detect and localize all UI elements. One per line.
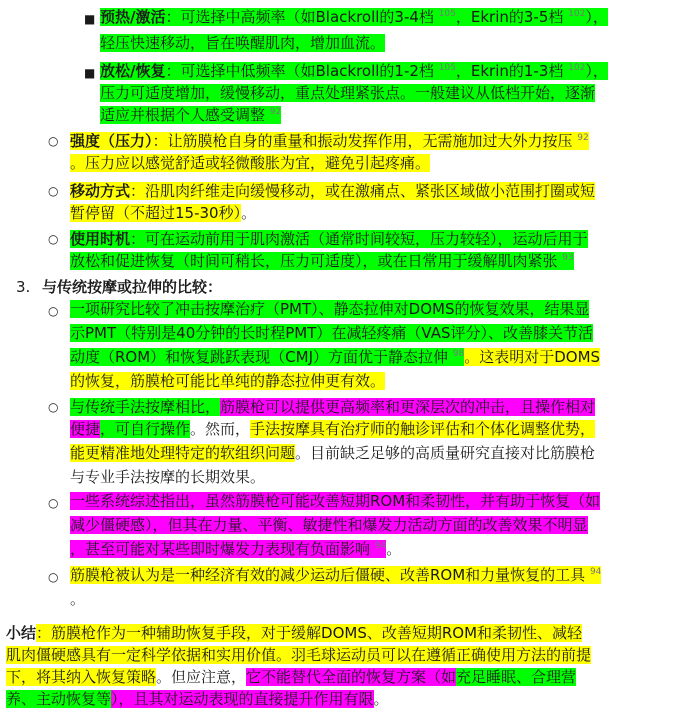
review-line-3: ，甚至可能对某些即时爆发力表现有负面影响 $^{94}$。: [70, 540, 402, 558]
citation: 105: [438, 9, 456, 19]
summary-line-2: 肌肉僵硬感具有一定科学依据和实用价值。羽毛球运动员可以在遵循正确使用方法的前提: [6, 646, 592, 664]
relax-line-2: 压力可适度增加，缓慢移动，重点处理紧张点。一般建议从低档开始，逐渐: [100, 84, 596, 102]
circle-bullet-icon: ○: [48, 400, 59, 414]
manual-line-4: 与专业手法按摩的长期效果。: [70, 468, 266, 486]
citation: 92: [269, 107, 282, 117]
manual-line-3: 能更精准地处理特定的软组织问题。目前缺乏足够的高质量研究直接对比筋膜枪: [70, 444, 596, 462]
square-bullet-icon: ■: [84, 66, 96, 80]
section-number: 3.: [16, 278, 31, 296]
movement-label: 移动方式: [70, 182, 131, 200]
circle-bullet-icon: ○: [48, 496, 59, 510]
section-heading: 与传统按摩或拉伸的比较：: [42, 278, 223, 296]
citation: 105: [438, 63, 456, 73]
timing-label: 使用时机: [70, 230, 131, 248]
circle-bullet-icon: ○: [48, 184, 59, 198]
review-line-1: 一些系统综述指出，虽然筋膜枪可能改善短期ROM和柔韧性，并有助于恢复（如: [70, 492, 601, 510]
summary-line-1: 小结：筋膜枪作为一种辅助恢复手段，对于缓解DOMS、改善短期ROM和柔韧性、减轻: [6, 624, 583, 642]
relax-line-3: 适应并根据个人感受调整 $^{92}$: [100, 106, 282, 124]
citation: 94: [374, 541, 387, 551]
timing-line-1: 使用时机：可在运动前用于肌肉激活（通常时间较短，压力较轻），运动后用于: [70, 230, 588, 248]
relax-label: 放松/恢复: [100, 62, 166, 80]
pmt-line-2: 示PMT（特别是40分钟的长时程PMT）在减轻疼痛（VAS评分）、改善膝关节活: [70, 324, 593, 342]
circle-bullet-icon: ○: [48, 232, 59, 246]
pmt-line-1: 一项研究比较了冲击按摩治疗（PMT）、静态拉伸对DOMS的恢复效果，结果显: [70, 300, 590, 318]
econ-line-1: 筋膜枪被认为是一种经济有效的减少运动后僵硬、改善ROM和力量恢复的工具 $^{94}$: [70, 566, 602, 584]
citation: 102: [568, 9, 586, 19]
econ-line-2: 。: [70, 590, 86, 608]
movement-line-1: 移动方式：沿肌肉纤维走向缓慢移动，或在激痛点、紧张区域做小范围打圈或短: [70, 182, 596, 200]
warmup-line-1: 预热/激活：可选择中高频率（如Blackroll的3-4档 $^{105}$，Ekrin的3-5档 $^{102}$），: [100, 8, 608, 26]
circle-bullet-icon: ○: [48, 304, 59, 318]
timing-line-2: 放松和促进恢复（时间可稍长，压力可适度），或在日常用于缓解肌肉紧张 $^{93}$: [70, 252, 574, 270]
citation: 102: [568, 63, 586, 73]
citation: 94: [589, 567, 602, 577]
summary-label: 小结: [6, 624, 37, 642]
circle-bullet-icon: ○: [48, 570, 59, 584]
intensity-label: 强度（压力）: [70, 132, 153, 150]
warmup-label: 预热/激活: [100, 8, 166, 26]
pmt-line-3: 动度（ROM）和恢复跳跃表现（CMJ）方面优于静态拉伸 $^{98}$。这表明对于DOMS: [70, 348, 601, 366]
citation: 98: [452, 349, 465, 359]
circle-bullet-icon: ○: [48, 134, 59, 148]
intensity-line-1: 强度（压力）：让筋膜枪自身的重量和振动发挥作用，无需施加过大外力按压 $^{92}$: [70, 132, 589, 150]
intensity-line-2: 。压力应以感觉舒适或轻微酸胀为宜，避免引起疼痛。: [70, 154, 431, 172]
warmup-line-2: 轻压快速移动，旨在唤醒肌肉，增加血流。: [100, 34, 386, 52]
movement-line-2: 暂停留（不超过15-30秒）。: [70, 204, 257, 222]
summary-line-4: 养、主动恢复等），且其对运动表现的直接提升作用有限。: [6, 690, 389, 708]
relax-line-1: 放松/恢复：可选择中低频率（如Blackroll的1-2档 $^{105}$，Ekrin的1-3档 $^{102}$），: [100, 62, 608, 80]
manual-line-2: 便捷，可自行操作。然而，手法按摩具有治疗师的触诊评估和个体化调整优势，: [70, 420, 596, 438]
square-bullet-icon: ■: [84, 12, 96, 26]
manual-line-1: 与传统手法按摩相比，筋膜枪可以提供更高频率和更深层次的冲击，且操作相对: [70, 398, 596, 416]
review-line-2: 减少僵硬感），但其在力量、平衡、敏捷性和爆发力活动方面的改善效果不明显: [70, 516, 588, 534]
summary-line-3: 下，将其纳入恢复策略。但应注意，它不能替代全面的恢复方案（如充足睡眠、合理营: [6, 668, 577, 686]
citation: 92: [577, 133, 589, 143]
citation: 93: [562, 253, 574, 263]
pmt-line-4: 的恢复，筋膜枪可能比单纯的静态拉伸更有效。: [70, 372, 386, 390]
